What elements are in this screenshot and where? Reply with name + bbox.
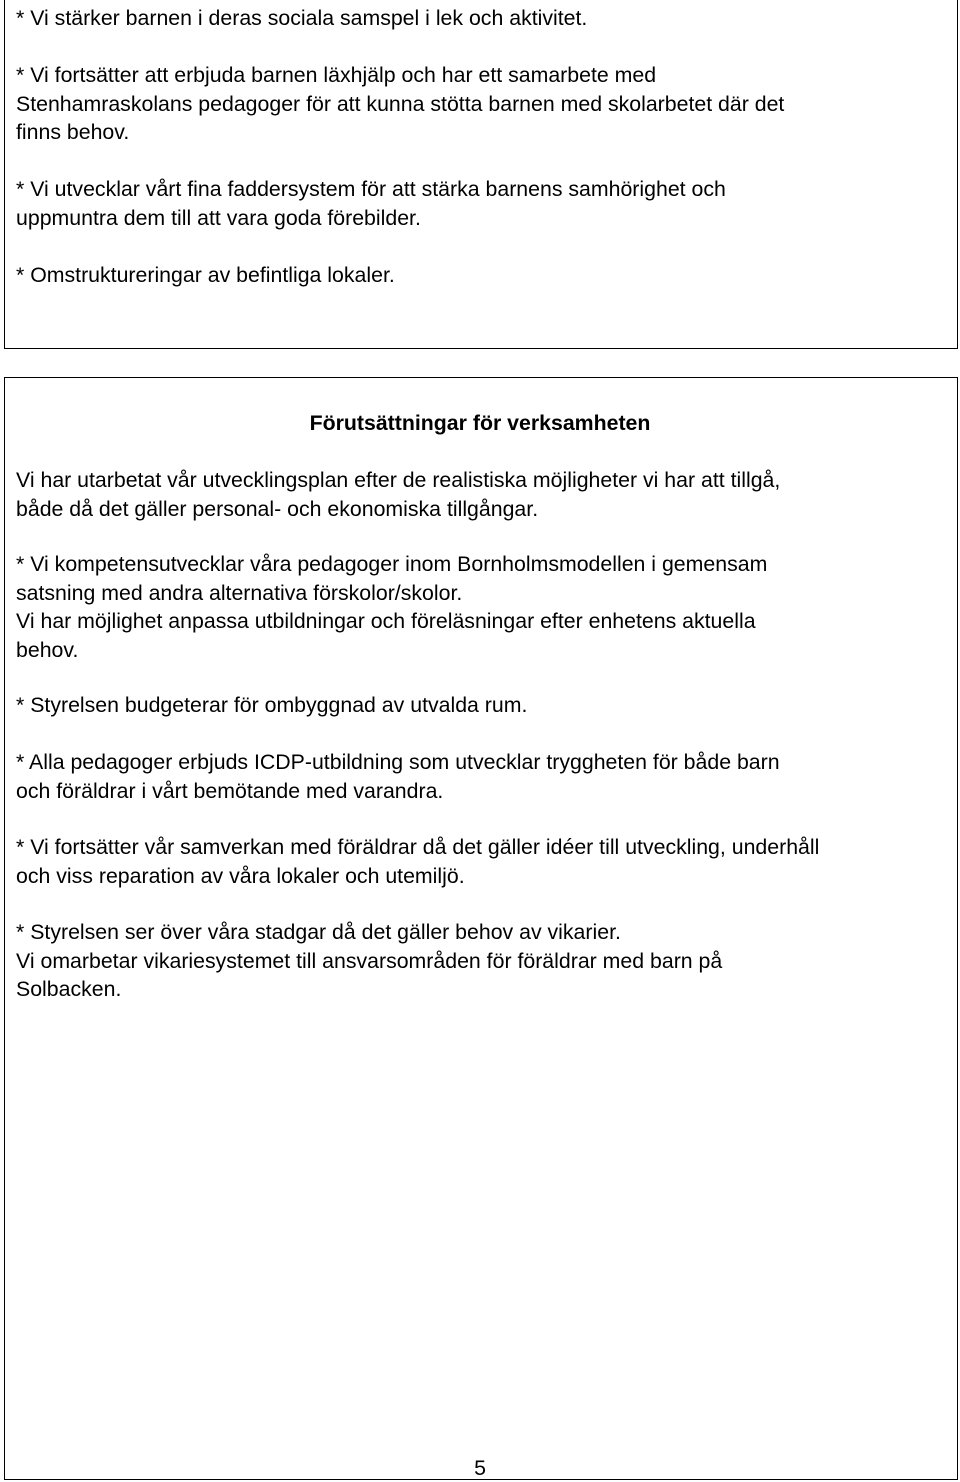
paragraph-competence-development (16, 550, 951, 664)
text-line: Stenhamraskolans pedagoger för att kunna stötta barnen med skolarbetet där det (16, 91, 785, 116)
text-line: finns behov. (16, 120, 130, 144)
top-paragraph-sponsor-system (16, 175, 951, 232)
text-line: Vi har utarbetat vår utvecklingsplan efter de realistiska möjligheter vi har att tillgå, (16, 468, 781, 492)
text-line: och föräldrar i vårt bemötande med varandra. (16, 778, 444, 803)
text-line: behov. (16, 637, 79, 662)
paragraph-board-budget (16, 691, 951, 720)
page-number: 5 (474, 1456, 486, 1480)
top-paragraph-restructuring (16, 261, 951, 290)
text-line: * Styrelsen budgeterar för ombyggnad av utvalda rum. (16, 693, 528, 717)
text-line: och viss reparation av våra lokaler och utemiljö. (16, 863, 465, 888)
text-line: * Styrelsen ser över våra stadgar då det gäller behov av vikarier. (16, 920, 621, 944)
text-line: Vi har möjlighet anpassa utbildningar och föreläsningar efter enhetens aktuella (16, 609, 756, 633)
text-line: * Omstruktureringar av befintliga lokaler. (16, 263, 395, 287)
text-line: * Vi stärker barnen i deras sociala samspel i lek och aktivitet. (16, 6, 588, 30)
text-line: * Vi kompetensutvecklar våra pedagoger inom Bornholmsmodellen i gemensam (16, 552, 768, 576)
text-line: * Vi utvecklar vårt fina faddersystem för att stärka barnens samhörighet och (16, 177, 726, 201)
text-line: både då det gäller personal- och ekonomiska tillgångar. (16, 496, 539, 521)
text-line: * Vi fortsätter att erbjuda barnen läxhjälp och har ett samarbete med (16, 63, 657, 87)
paragraph-substitutes (16, 918, 951, 1004)
paragraph-icdp-training (16, 748, 951, 805)
text-line: * Alla pedagoger erbjuds ICDP-utbildning som utvecklar tryggheten för både barn (16, 750, 780, 774)
text-line: Vi omarbetar vikariesystemet till ansvarsområden för föräldrar med barn på (16, 948, 723, 973)
paragraph-development-plan (16, 466, 951, 523)
paragraph-parent-collaboration (16, 833, 951, 890)
text-line: satsning med andra alternativa förskolor/skolor. (16, 580, 463, 605)
text-line: * Vi fortsätter vår samverkan med föräldrar då det gäller idéer till utveckling, underhåll (16, 835, 820, 859)
top-paragraph-homework-help (16, 61, 951, 147)
text-line: Solbacken. (16, 977, 122, 1001)
section-heading: Förutsättningar för verksamheten (309, 411, 651, 435)
top-paragraph-social-interaction (16, 4, 951, 33)
text-line: uppmuntra dem till att vara goda förebilder. (16, 205, 421, 230)
